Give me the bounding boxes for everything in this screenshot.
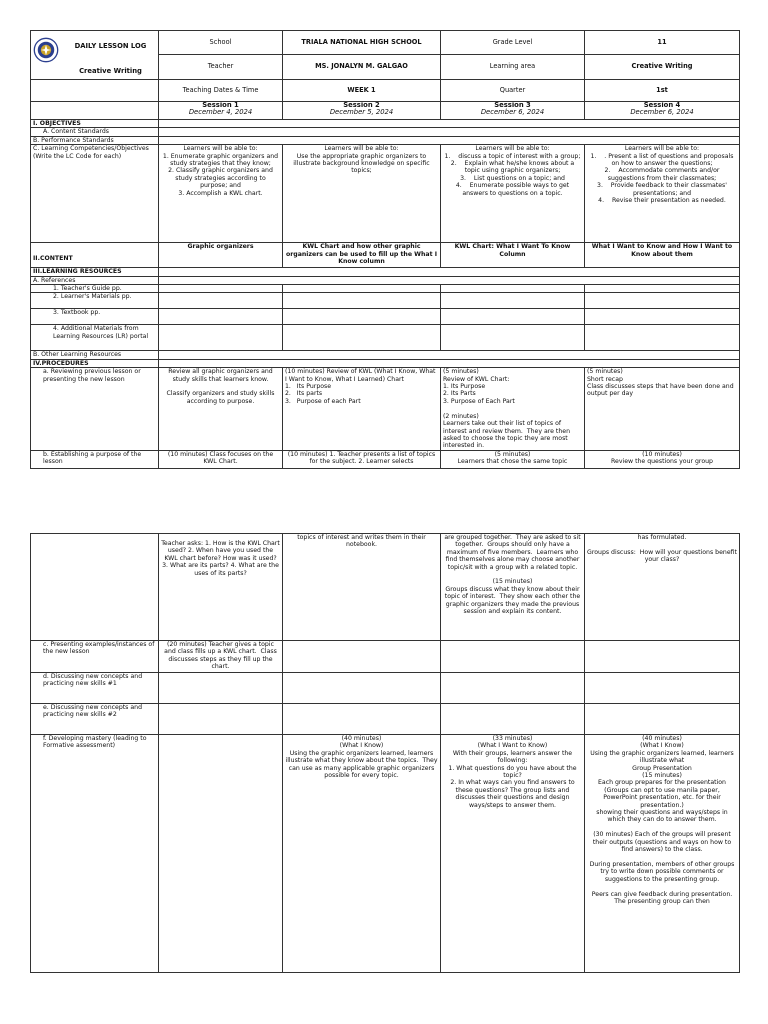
session-1-header: Session 1 December 4, 2024 [159,102,283,120]
proc-c-session-2 [283,641,441,673]
lesson-log-table-continued [30,533,740,973]
content-label: II.CONTENT [31,243,159,268]
textbook-label: 3. Textbook pp. [31,309,159,325]
lesson-log-page-1 [30,30,739,469]
session-3-header: Session 3 December 6, 2024 [441,102,585,120]
quarter-label: Quarter [441,80,585,102]
area-value: Creative Writing [585,55,740,80]
deped-seal-icon [33,37,59,63]
teacher-label: Teacher [159,55,283,80]
proc-f-session-3: (33 minutes) (What I Want to Know) With their groups, learners answer the following: 1. What questions do you have about the topic? 2. In what ways can you find answers to these questions? The group lists and discusses their questions and design ways/steps to answer them. [441,735,585,973]
proc-a-session-1: Review all graphic organizers and study skills that learners know. Classify organizers and study skills according to purpose. [159,368,283,450]
proc-a-label: a. Reviewing previous lesson or presenting the new lesson [31,368,159,450]
dates-value: WEEK 1 [283,80,441,102]
additional-materials-label: 4. Additional Materials from Learning Resources (LR) portal [31,325,159,351]
quarter-value: 1st [585,80,740,102]
proc-c-session-3 [441,641,585,673]
grade-value: 11 [585,31,740,55]
teacher-value: MS. JONALYN M. GALGAO [283,55,441,80]
proc-f-label: f. Developing mastery (leading to Formative assessment) [31,735,159,973]
resources-label: III.LEARNING RESOURCES [31,268,159,276]
references-label: A. References [31,276,159,284]
proc-b-session-2: (10 minutes) 1. Teacher presents a list of topics for the subject. 2. Learner selects [283,450,441,468]
content-standards-label: A. Content Standards [31,128,159,136]
objectives-label: I. OBJECTIVES [31,120,159,128]
competencies-session-1: Learners will be able to: 1. Enumerate graphic organizers and study strategies that they know; 2. Classify graphic organizers and study strategies according to purpose; and 3. Accomplish a KWL chart. [159,145,283,243]
content-session-1: Graphic organizers [159,243,283,268]
competencies-session-4: Learners will be able to: 1. . Present a list of questions and proposals on how to answer the questions; 2. Accommodate comments and/or suggestions from their classmates; 3. Provide feedback to their classmates' presentations; and 4. Revise their presentation as needed. [585,145,740,243]
other-resources-label: B. Other Learning Resources [31,351,159,359]
competencies-session-2: Learners will be able to: Use the appropriate graphic organizers to illustrate background knowledge on specific topics; [283,145,441,243]
proc-b-session-4: (10 minutes) Review the questions your group [585,450,740,468]
teachers-guide-label: 1. Teacher's Guide pp. [31,285,159,293]
dates-label: Teaching Dates & Time [159,80,283,102]
lesson-log-page-2 [30,533,739,973]
proc-b-session-3: (5 minutes) Learners that chose the same topic [441,450,585,468]
area-label: Learning area [441,55,585,80]
proc-f-session-2: (40 minutes) (What I Know) Using the graphic organizers learned, learners illustrate what they know about the topics. They can use as many applicable graphic organizers possible for every topic. [283,735,441,973]
proc-d-label: d. Discussing new concepts and practicing new skills #1 [31,673,159,704]
session-2-header: Session 2 December 5, 2024 [283,102,441,120]
content-session-2: KWL Chart and how other graphic organizers can be used to fill up the What I Know column [283,243,441,268]
proc-a-session-4: (5 minutes) Short recap Class discusses steps that have been done and output per day [585,368,740,450]
competencies-session-3: Learners will be able to: 1. discuss a topic of interest with a group; 2. Explain what he/she knows about a topic using graphic organizers; 3. List questions on a topic; and 4. Enumerate possible ways to get answers to questions on a topic. [441,145,585,243]
content-session-3: KWL Chart: What I Want To Know Column [441,243,585,268]
learners-materials-label: 2. Learner's Materials pp. [31,293,159,309]
proc-f-session-1 [159,735,283,973]
procedures-label: IV.PROCEDURES [31,359,159,367]
proc-b-label: b. Establishing a purpose of the lesson [31,450,159,468]
content-session-4: What I Want to Know and How I Want to Know about them [585,243,740,268]
proc-b-cont-session-2: topics of interest and writes them in their notebook. [283,534,441,641]
proc-f-session-4: (40 minutes) (What I Know) Using the graphic organizers learned, learners illustrate what Group Presentation (15 minutes) Each group prepares for the presentation (Groups can opt to use manila paper, PowerPoint presentation, etc. for their presentation.) showing their questions and ways/steps in which they can do to answer them. (30 minutes) Each of the groups will present their outputs (questions and ways on how to find answers) to the class. During presentation, members of other groups try to write down possible comments or suggestions to the presenting group. Peers can give feedback during presentation. The presenting group can then [585,735,740,973]
log-title: DAILY LESSON LOG [74,42,147,50]
grade-label: Grade Level [441,31,585,55]
subject-title: Creative Writing [79,67,142,75]
proc-b-cont-session-3: are grouped together. They are asked to sit together. Groups should only have a maximum of five members. Learners who find themselves alone may choose another topic/sit with a group with a related topic. (15 minutes) Groups discuss what they know about their topic of interest. They show each other the graphic organizers they made the previous session and explain its content. [441,534,585,641]
proc-b-cont-session-4: has formulated. Groups discuss: How will your questions benefit your class? [585,534,740,641]
proc-c-session-1: (20 minutes) Teacher gives a topic and class fills up a KWL chart. Class discusses steps as they fill up the chart. [159,641,283,673]
school-label: School [159,31,283,55]
proc-b-session-1: (10 minutes) Class focuses on the KWL Chart. [159,450,283,468]
session-4-header: Session 4 December 6, 2024 [585,102,740,120]
proc-c-label: c. Presenting examples/instances of the new lesson [31,641,159,673]
school-value: TRIALA NATIONAL HIGH SCHOOL [283,31,441,55]
proc-b-cont-session-1: Teacher asks: 1. How is the KWL Chart used? 2. When have you used the KWL chart before? How was it used? 3. What are its parts? 4. What are the uses of its parts? [159,534,283,641]
proc-c-session-4 [585,641,740,673]
proc-e-label: e. Discussing new concepts and practicing new skills #2 [31,704,159,735]
proc-a-session-2: (10 minutes) Review of KWL (What I Know, What I Want to Know, What I Learned) Chart 1. Its Purpose 2. Its parts 3. Purpose of each Part [283,368,441,450]
competencies-label: C. Learning Competencies/Objectives (Write the LC Code for each) [31,145,159,243]
lesson-log-table [30,30,740,469]
proc-a-session-3: (5 minutes) Review of KWL Chart: 1. Its Purpose 2. Its Parts 3. Purpose of Each Part (2 minutes) Learners take out their list of topics of interest and review them. They are then asked to choose the topic they are most interested in. [441,368,585,450]
performance-standards-label: B. Performance Standards [31,136,159,144]
